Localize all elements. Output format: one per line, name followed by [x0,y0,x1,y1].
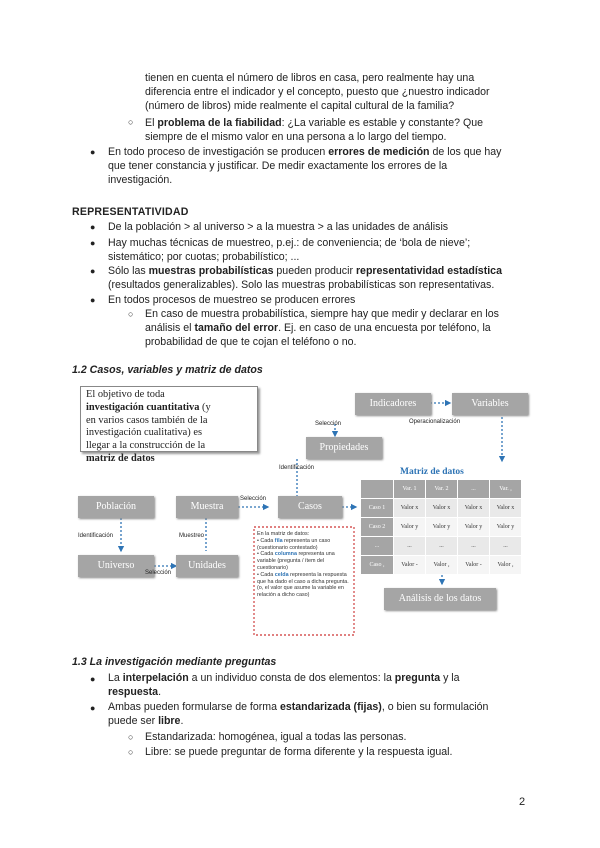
matrix-row [361,537,522,556]
preguntas-item: La interpelación a un individuo consta de dos elementos: la pregunta y la respuesta. [108,672,460,699]
matrix-value-cell: Valor y [458,518,490,537]
matrix-value-cell: ... [426,537,458,556]
matrix-case-cell: Caso 2 [361,518,394,537]
repr-subitem: En caso de muestra probabilística, siempre hay que medir y declarar en los análisis el tamaño del error. Ej. en caso de una encuesta por teléfono, la probabilidad de que te cojan el teléfono o no. [145,308,499,349]
label-identificacion: Identificación [78,533,114,539]
callout-box: El objetivo de toda investigación cuantitativa (y en varios casos también de la investigación cualitativa) es llegar a la construcción de la matriz de datos [80,386,258,452]
hollow-bullet-icon: ○ [128,309,134,319]
bullet-icon: ● [90,147,96,157]
label-seleccion: Selección [145,570,172,576]
section-heading-representatividad: REPRESENTATIVIDAD [72,206,189,218]
matrix-row [361,518,522,537]
matrix-value-cell: Valor x [458,499,490,518]
label-identificacion: Identificación [279,465,315,471]
repr-item: En todos procesos de muestreo se producen errores [108,294,356,306]
matrix-value-cell: ... [394,537,426,556]
matrix-value-cell: Valor x [394,499,426,518]
matrix-value-cell: ... [458,537,490,556]
matrix-value-cell: Valor - [458,556,490,575]
casos-box: Casos [278,496,342,518]
repr-item: De la población > al universo > a la muestra > a las unidades de análisis [108,221,449,233]
label-seleccion: Selección [240,496,267,502]
page-number: 2 [519,796,526,808]
matrix-value-cell: Valor , [426,556,458,575]
matrix-header-cell [361,480,394,499]
intro-line: (número de libros) mide realmente el capital cultural de la familia? [145,100,455,113]
label-seleccion: Selección [315,421,342,427]
matrix-title: Matriz de datos [400,467,464,477]
errores-paragraph: En todo proceso de investigación se producen errores de medición de los que hay que tener constancia y justificar. De medir exactamente los errores de la investigación. [108,146,502,187]
hollow-bullet-icon: ○ [128,732,134,742]
matrix-value-cell: ... [490,537,522,556]
repr-item: Sólo las muestras probabilísticas pueden producir representatividad estadística (resultados generalizables). Solo las muestras probabilísticas son representativas. [108,265,502,292]
analisis-box: Análisis de los datos [384,588,496,610]
label-muestreo: Muestreo [179,533,205,539]
matrix-row [361,499,522,518]
matrix-value-cell: Valor x [490,499,522,518]
matrix-value-cell: Valor y [394,518,426,537]
bullet-icon: ● [90,295,96,305]
bullet-icon: ● [90,703,96,713]
matrix-header-row [361,480,522,499]
indicadores-box: Indicadores [355,393,431,415]
intro-paragraph [145,71,525,114]
matrix-diagram [72,381,527,639]
matrix-value-cell: Valor - [394,556,426,575]
matrix-case-cell: Caso 1 [361,499,394,518]
label-operacionalizacion: Operacionalización [409,419,461,425]
hollow-bullet-icon: ○ [128,117,134,127]
bullet-icon: ● [90,222,96,232]
universo-box: Universo [78,555,154,577]
matrix-case-cell: Caso , [361,556,394,575]
data-matrix-table [360,479,522,575]
variables-box: Variables [452,393,528,415]
bullet-icon: ● [90,674,96,684]
hollow-bullet-icon: ○ [128,747,134,757]
unidades-box: Unidades [176,555,238,577]
preguntas-subitem: Libre: se puede preguntar de forma diferente y la respuesta igual. [145,746,453,758]
matrix-value-cell: Valor y [490,518,522,537]
poblacion-box: Población [78,496,154,518]
preguntas-subitem: Estandarizada: homogénea, igual a todas las personas. [145,731,407,743]
matrix-case-cell: ... [361,537,394,556]
propiedades-box: Propiedades [306,437,382,459]
matrix-header-cell: Var. 1 [394,480,426,499]
fiabilidad-paragraph: El problema de la fiabilidad: ¿La variable es estable y constante? Que siempre de el mismo valor en una persona a lo largo del tiempo. [145,117,483,144]
section-title-1-3: 1.3 La investigación mediante preguntas [72,656,277,668]
matrix-note: En la matriz de datos: • Cada fila representa un caso (cuestionario contestado) • Cada columna representa una variable (pregunta / ítem del cuestionario) • Cada celda representa la respuesta que ha dado el caso a dicha pregunta. (o, el valor que asume la variable en relación a dicho caso) [257,531,349,599]
section-title-1-2: 1.2 Casos, variables y matriz de datos [72,364,263,376]
matrix-header-cell: ... [458,480,490,499]
intro-line: tienen en cuenta el número de libros en casa, pero realmente hay una [145,72,475,84]
intro-line: diferencia entre el indicador y el concepto, puesto que ¿nuestro indicador [145,86,490,99]
matrix-value-cell: Valor , [490,556,522,575]
matrix-header-cell: Var. , [490,480,522,499]
repr-item: Hay muchas técnicas de muestreo, p.ej.: de conveniencia; de ‘bola de nieve’; sistemático; por cuotas; probabilístico; ... [108,237,471,264]
muestra-box: Muestra [176,496,238,518]
matrix-value-cell: Valor x [426,499,458,518]
bullet-icon: ● [90,238,96,248]
matrix-value-cell: Valor y [426,518,458,537]
matrix-row [361,556,522,575]
bullet-icon: ● [90,266,96,276]
matrix-header-cell: Var. 2 [426,480,458,499]
preguntas-item: Ambas pueden formularse de forma estandarizada (fijas), o bien su formulación puede ser libre. [108,701,489,728]
